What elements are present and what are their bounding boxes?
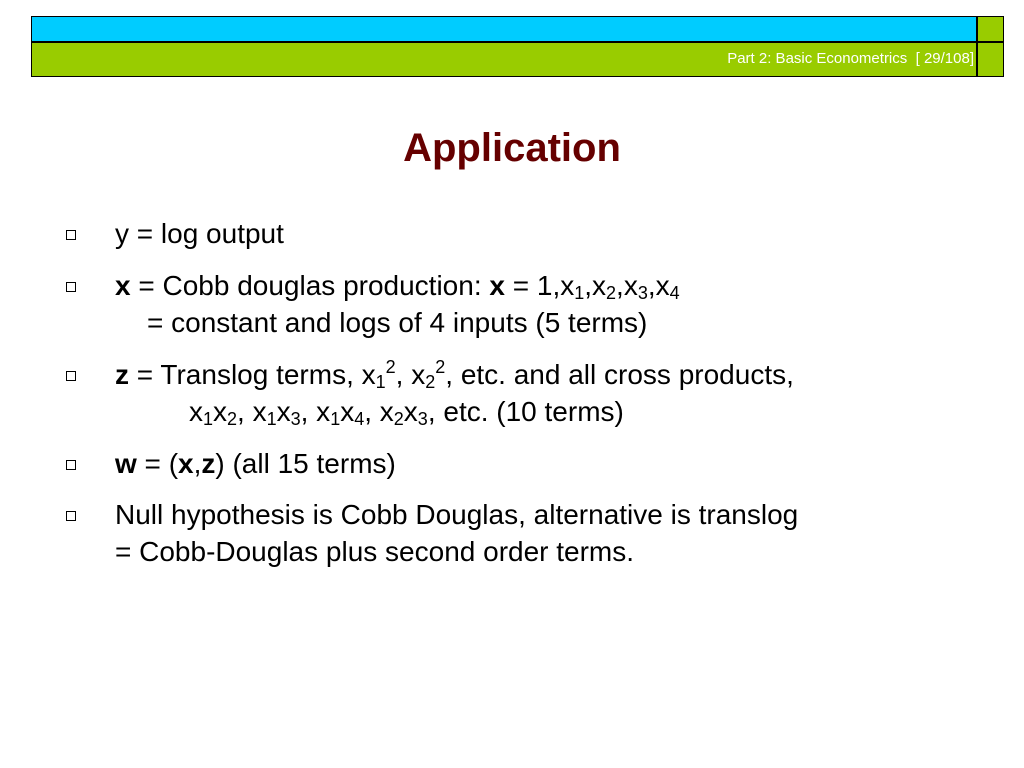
square-bullet-icon [66,511,76,521]
header-band-top-side [977,16,1004,42]
bullet-text: w = (x,z) (all 15 terms) [115,448,396,479]
square-bullet-icon [66,230,76,240]
bullet-continuation: = constant and logs of 4 inputs (5 terms) [147,307,648,338]
bullet-text: y = log output [115,218,284,249]
part-page-label: Part 2: Basic Econometrics [ 29/108] [727,50,974,67]
header-band-bottom-side [977,42,1004,77]
header-band-top [31,16,977,42]
bullet-text: x = Cobb douglas production: $x = 1,x_1,x_2,x_3,x_4$ [115,270,680,303]
bullet-continuation: $x_1x_2$, $x_1x_3$, $x_1x_4$, $x_2x_3$, etc. (10 terms) [189,396,624,429]
square-bullet-icon [66,282,76,292]
bullet-text: z = Translog terms, $x_1^2$, $x_2^2$, etc. and all cross products, [115,357,794,392]
slide-title: Application [403,126,621,170]
bullet-continuation: = Cobb-Douglas plus second order terms. [115,536,635,567]
square-bullet-icon [66,460,76,470]
square-bullet-icon [66,371,76,381]
bullet-text: Null hypothesis is Cobb Douglas, alternative is translog [115,499,799,530]
